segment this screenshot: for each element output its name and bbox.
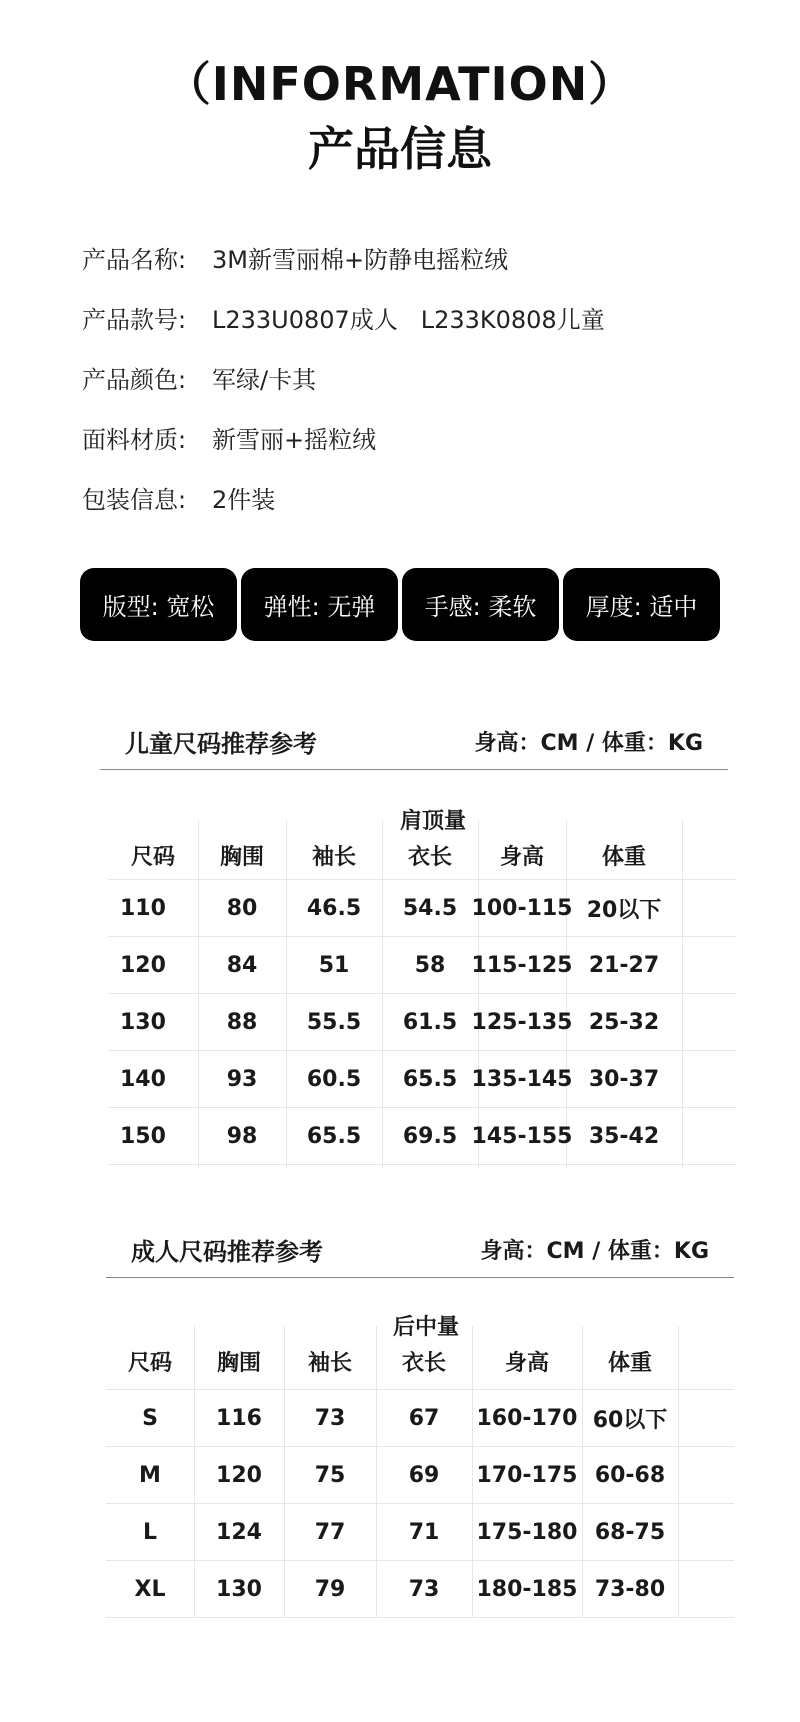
column-header: 尺码 <box>127 1351 172 1376</box>
table-cell: 135-145 <box>471 1066 573 1092</box>
table-cell: 175-180 <box>476 1519 578 1545</box>
column-header: 身高 <box>499 845 544 870</box>
table-cell: 130 <box>120 1009 166 1035</box>
table-cell: 100-115 <box>471 895 573 921</box>
adult-size-header <box>106 1232 734 1278</box>
table-cell: 180-185 <box>476 1576 578 1602</box>
info-label: 包装信息: <box>82 486 187 514</box>
column-header: 身高 <box>504 1351 549 1376</box>
table-cell: XL <box>134 1576 166 1602</box>
table-cell: 145-155 <box>471 1123 573 1149</box>
product-info-list <box>82 240 605 540</box>
table-cell: 75 <box>314 1462 346 1488</box>
unit-note: 身高：CM / 体重：KG <box>474 731 703 756</box>
info-label: 产品款号: <box>82 306 187 334</box>
table-cell: 69 <box>408 1462 440 1488</box>
table-cell: 67 <box>408 1405 440 1431</box>
unit-note: 身高：CM / 体重：KG <box>480 1239 709 1264</box>
section-title: 成人尺码推荐参考 <box>131 1238 323 1266</box>
page-title: 产品信息 <box>308 122 492 176</box>
badge-feel: 手感: 柔软 <box>402 568 559 641</box>
info-row-packaging <box>82 480 605 540</box>
column-header: 体重 <box>607 1351 652 1376</box>
attribute-badges <box>80 568 720 641</box>
column-header: 袖长 <box>311 845 356 870</box>
table-header-row <box>108 800 736 880</box>
badge-fit: 版型: 宽松 <box>80 568 237 641</box>
info-row-name <box>82 240 605 300</box>
table-cell: 46.5 <box>306 895 362 921</box>
table-cell: 51 <box>318 952 350 978</box>
table-cell: 20以下 <box>586 897 662 923</box>
table-cell: 58 <box>414 952 446 978</box>
info-value: L233U0807成人 L233K0808儿童 <box>212 306 605 334</box>
info-row-material <box>82 420 605 480</box>
table-cell: 54.5 <box>402 895 458 921</box>
badge-elasticity: 弹性: 无弹 <box>241 568 398 641</box>
info-value: 新雪丽+摇粒绒 <box>212 426 377 454</box>
column-header: 袖长 <box>307 1351 352 1376</box>
title-en: （INFORMATION） <box>164 57 636 111</box>
table-cell: 125-135 <box>471 1009 573 1035</box>
section-title: 儿童尺码推荐参考 <box>125 730 317 758</box>
table-cell: 124 <box>216 1519 262 1545</box>
table-cell: 84 <box>226 952 258 978</box>
info-label: 产品名称: <box>82 246 187 274</box>
table-cell: S <box>142 1405 158 1431</box>
table-cell: 130 <box>216 1576 262 1602</box>
table-cell: 120 <box>216 1462 262 1488</box>
table-cell: 21-27 <box>588 952 660 978</box>
table-row <box>106 1447 734 1504</box>
table-cell: 88 <box>226 1009 258 1035</box>
table-row <box>108 994 736 1051</box>
table-cell: 110 <box>120 895 166 921</box>
table-cell: M <box>139 1462 161 1488</box>
table-cell: 79 <box>314 1576 346 1602</box>
info-label: 面料材质: <box>82 426 187 454</box>
table-cell: 68-75 <box>594 1519 666 1545</box>
table-row <box>108 1108 736 1165</box>
info-value: 军绿/卡其 <box>212 366 317 394</box>
column-header: 尺码 <box>130 845 175 870</box>
table-header-row <box>106 1306 734 1390</box>
column-header: 体重 <box>601 845 646 870</box>
table-row <box>108 937 736 994</box>
table-cell: 115-125 <box>471 952 573 978</box>
info-value: 3M新雪丽棉+防静电摇粒绒 <box>212 246 509 274</box>
table-cell: 35-42 <box>588 1123 660 1149</box>
table-cell: 71 <box>408 1519 440 1545</box>
table-cell: 30-37 <box>588 1066 660 1092</box>
measure-note: 后中量 <box>392 1315 459 1340</box>
table-row <box>106 1390 734 1447</box>
table-cell: 60-68 <box>594 1462 666 1488</box>
table-cell: 65.5 <box>306 1123 362 1149</box>
table-cell: 55.5 <box>306 1009 362 1035</box>
table-cell: 120 <box>120 952 166 978</box>
info-row-color <box>82 360 605 420</box>
table-row <box>108 1051 736 1108</box>
info-label: 产品颜色: <box>82 366 187 394</box>
table-cell: 80 <box>226 895 258 921</box>
table-cell: 170-175 <box>476 1462 578 1488</box>
adult-size-table <box>106 1306 734 1618</box>
table-cell: L <box>142 1519 158 1545</box>
table-cell: 140 <box>120 1066 166 1092</box>
kids-size-header <box>100 724 728 770</box>
column-header: 衣长 <box>401 1351 446 1376</box>
table-cell: 60以下 <box>592 1407 668 1433</box>
table-row <box>106 1504 734 1561</box>
table-cell: 73 <box>408 1576 440 1602</box>
column-header: 胸围 <box>219 845 264 870</box>
table-cell: 61.5 <box>402 1009 458 1035</box>
table-row <box>106 1561 734 1618</box>
table-cell: 65.5 <box>402 1066 458 1092</box>
kids-size-table <box>108 800 736 1168</box>
table-cell: 150 <box>120 1123 166 1149</box>
table-cell: 160-170 <box>476 1405 578 1431</box>
info-row-style-number <box>82 300 605 360</box>
badge-thickness: 厚度: 适中 <box>563 568 720 641</box>
table-cell: 77 <box>314 1519 346 1545</box>
info-value: 2件装 <box>212 486 276 514</box>
table-row <box>108 880 736 937</box>
table-cell: 98 <box>226 1123 258 1149</box>
table-cell: 25-32 <box>588 1009 660 1035</box>
column-header: 衣长 <box>407 845 452 870</box>
table-cell: 93 <box>226 1066 258 1092</box>
measure-note: 肩顶量 <box>399 809 466 834</box>
column-header: 胸围 <box>216 1351 261 1376</box>
table-cell: 60.5 <box>306 1066 362 1092</box>
table-cell: 73 <box>314 1405 346 1431</box>
table-cell: 69.5 <box>402 1123 458 1149</box>
table-cell: 116 <box>216 1405 262 1431</box>
table-cell: 73-80 <box>594 1576 666 1602</box>
